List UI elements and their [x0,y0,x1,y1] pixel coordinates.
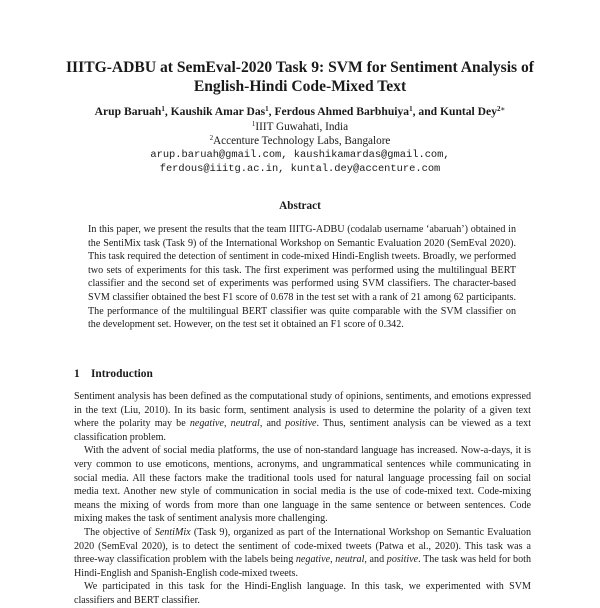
author-separator: , and [412,105,440,118]
section-body [74,390,531,608]
paragraph-1 [74,390,531,444]
author-affiliation-mark: 1 [409,105,413,113]
author-name: Arup Baruah [94,105,162,118]
author-name: Ferdous Ahmed Barbhuiya [274,105,410,118]
paragraph-text: , [330,554,336,566]
paragraph-text: , and [259,418,286,430]
paragraph-text: . Thus, sentiment analysis can be viewed as a text classification problem. [74,418,532,443]
paragraph-text: . The task was held for both Hindi-English and Spanish-English code-mixed tweets. [74,554,532,579]
email-line-2: ferdous@iiitg.ac.in, kuntal.dey@accenture.com [159,163,441,175]
paragraph-4: We participated in this task for the Hindi-English language. In this task, we experimented with SVM classifiers and BERT classifier. [74,581,531,606]
abstract-heading: Abstract [279,200,321,212]
paragraph-3 [74,526,531,580]
term-sentimix: SentiMix [154,526,191,538]
author-list [20,105,580,119]
paragraph-text: , and [364,554,387,566]
paper-title [40,58,560,96]
paragraph-2: With the advent of social media platforms, the use of non-standard language has increased. Now-a-days, it is very common to use emoticons, mentions, acronyms, and ungrammatical sentences while communicating in social media. All these factors make the traditional tools used for natural language processing fail on social media text. Another new style of communication in social media is the use of code-mixed text. Code-mixing means the mixing of words from more than one language in the same sentence or between sentences. Code mixing makes the task of sentiment analysis more challenging. [74,445,531,525]
author-separator: , [268,105,275,118]
paragraph-text: Sentiment analysis has been defined as the computational study of opinions, sentiments, and emotions expressed in the text (Liu, 2010). In its basic form, sentiment analysis is used to determine the polarity of a given text where the polarity may be [74,391,531,430]
term-neutral: neutral [230,418,260,430]
section-title: Introduction [91,368,153,380]
author-affiliation-mark: 1 [265,105,269,113]
email-line-1: arup.baruah@gmail.com, kaushikamardas@gmail.com, [150,149,450,161]
paragraph-text: The objective of [84,526,155,538]
section-heading [74,368,153,380]
term-neutral: neutral [335,554,365,566]
term-negative: negative [295,554,331,566]
author-name: Kuntal Dey [439,105,497,118]
abstract-text: In this paper, we present the results that the team IIITG-ADBU (codalab username ‘abaruah’) obtained in the SentiMix task (Task 9) of the International Workshop on Semantic Evaluation 2020 (SemEval 2020). This task required the detection of sentiment in code-mixed Hindi-English tweets. Broadly, we performed two sets of experiments for this task. The first experiment was performed using the multilingual BERT classifier and the second set of experiments was performed using SVM classifiers. The character-based SVM classifier obtained the best F1 score of 0.678 in the test set with a rank of 21 among 62 participants. The performance of the multilingual BERT classifier was quite comparable with the SVM classifier on the development set. However, on the test set it obtained an F1 score of 0.342. [88,224,516,331]
affiliation-2 [40,134,560,148]
term-positive: positive [285,418,317,430]
author-affiliation-mark: 2∗ [497,105,506,113]
paragraph-text: (Task 9), organized as part of the International Workshop on Semantic Evaluation 2020 (SemEval 2020), is to detect the sentiment of code-mixed tweets (Patwa et al., 2020). This task was a three-way classification problem with the labels being [74,526,531,566]
affiliation-1 [40,120,560,134]
author-separator: , [164,105,171,118]
paragraph-text: , [224,418,231,430]
affiliation-mark: 1 [251,120,256,128]
author-affiliation-mark: 1 [161,105,165,113]
section-number: 1 [74,368,80,380]
title-line-1: IIITG-ADBU at SemEval-2020 Task 9: SVM for Sentiment Analysis of [65,59,534,76]
term-negative: negative [189,418,225,430]
author-name: Kaushik Amar Das [170,105,266,118]
term-positive: positive [386,554,419,566]
affiliation-mark: 2 [209,134,214,142]
affiliation-text: IIIT Guwahati, India [255,121,349,133]
affiliation-text: Accenture Technology Labs, Bangalore [213,135,391,147]
title-line-2: English-Hindi Code-Mixed Text [193,78,407,95]
